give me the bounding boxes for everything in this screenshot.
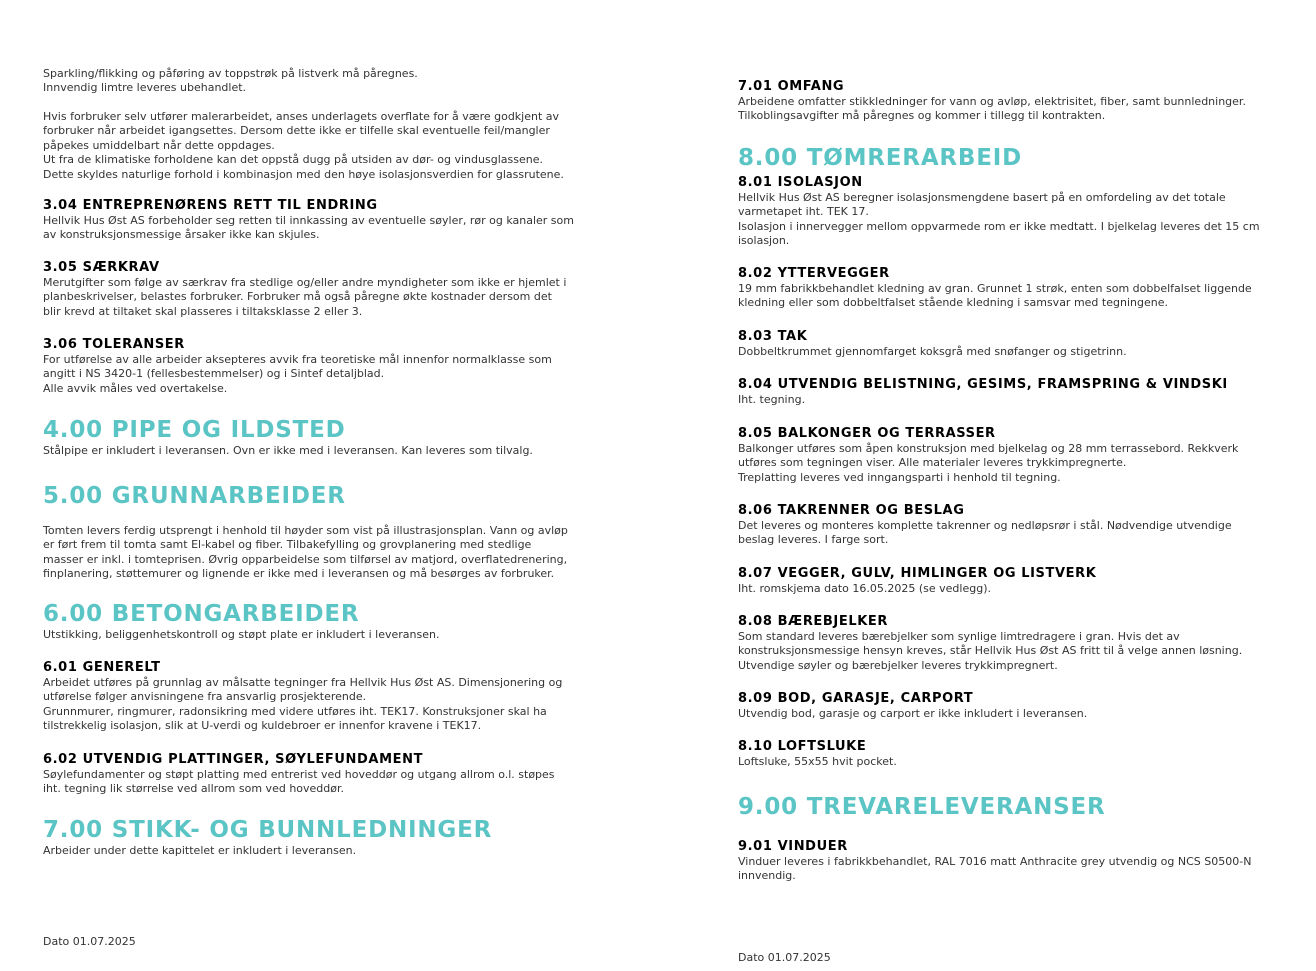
- text-line: Alle avvik måles ved overtakelse.: [43, 381, 228, 395]
- text-line: forbruker når arbeidet igangsettes. Dersom dette ikke er tilfelle skal eventuelle feil/mangler: [43, 124, 550, 138]
- text-line: Balkonger utføres som åpen konstruksjon med bjelkelag og 28 mm terrassebord. Rekkverk: [738, 442, 1239, 455]
- chapter-heading: 6.00 BETONGARBEIDER: [43, 601, 360, 627]
- section-7-01: [738, 79, 1283, 124]
- text-line: Søylefundamenter og støpt platting med entrerist ved hoveddør og utgang allrom o.l. støpes: [43, 768, 555, 781]
- text-line: Hellvik Hus Øst AS forbeholder seg retten til innkassing av eventuelle søyler, rør og kanaler som: [43, 214, 574, 227]
- section-text: [43, 214, 588, 243]
- section-6-02: [43, 752, 588, 797]
- section-heading: 8.03 TAK: [738, 329, 808, 344]
- text-line: blir krevd at tiltaket skal plasseres i tiltaksklasse 2 eller 3.: [43, 304, 363, 318]
- section-text: [43, 844, 588, 858]
- chapter-heading: 7.00 STIKK- OG BUNNLEDNINGER: [43, 817, 493, 843]
- text-line: Som standard leveres bærebjelker som synlige limtredragere i gran. Hvis det av: [738, 630, 1180, 643]
- text-line: Iht. romskjema dato 16.05.2025 (se vedlegg).: [738, 582, 991, 595]
- section-3-04: [43, 198, 588, 243]
- text-line: Loftsluke, 55x55 hvit pocket.: [738, 755, 897, 768]
- section-text: [738, 191, 1283, 249]
- chapter-heading: 9.00 TREVARELEVERANSER: [738, 794, 1106, 820]
- chapter-heading: 4.00 PIPE OG ILDSTED: [43, 417, 346, 443]
- section-9-00: [738, 793, 1283, 821]
- text-line: Stålpipe er inkludert i leveransen. Ovn er ikke med i leveransen. Kan leveres som tilvalg.: [43, 444, 533, 457]
- text-line: Arbeider under dette kapittelet er inkludert i leveransen.: [43, 844, 357, 857]
- section-8-02: [738, 266, 1283, 311]
- section-3-06: [43, 337, 588, 396]
- section-heading: 8.08 BÆREBJELKER: [738, 614, 888, 629]
- section-8-08: [738, 614, 1283, 673]
- section-8-04: [738, 377, 1283, 407]
- text-line: er ført frem til tomta samt El-kabel og fiber. Tilbakefylling og grovplanering med stedlige: [43, 538, 532, 552]
- text-line: 19 mm fabrikkbehandlet kledning av gran. Grunnet 1 strøk, enten som dobbelfalset liggende: [738, 282, 1252, 295]
- text-line: varmetapet iht. TEK 17.: [738, 205, 869, 219]
- section-text: [43, 276, 588, 319]
- painter-note-paragraph: [43, 110, 588, 182]
- page-date: Dato 01.07.2025: [43, 935, 136, 948]
- section-heading: 7.01 OMFANG: [738, 79, 845, 94]
- text-line: Dobbeltkrummet gjennomfarget koksgrå med snøfanger og stigetrinn.: [738, 345, 1127, 358]
- section-text: [738, 855, 1283, 884]
- section-text: [738, 345, 1283, 359]
- text-line: Treplatting leveres ved inngangsparti i henhold til tegning.: [738, 470, 1061, 484]
- text-line: Arbeidet utføres på grunnlag av målsatte tegninger fra Hellvik Hus Øst AS. Dimensjonering og: [43, 676, 563, 689]
- section-text: [738, 707, 1283, 721]
- section-heading: 8.06 TAKRENNER OG BESLAG: [738, 503, 965, 518]
- section-text: [43, 676, 588, 734]
- text-line: masser er inkl. i tomteprisen. Øvrig opparbeidelse som tilførsel av matjord, overflatedrenering,: [43, 552, 568, 566]
- section-4-00: [43, 416, 588, 458]
- section-text: [43, 444, 588, 458]
- section-heading: 8.01 ISOLASJON: [738, 175, 863, 190]
- text-line: innvendig.: [738, 869, 796, 883]
- section-heading: 6.01 GENERELT: [43, 660, 161, 675]
- text-line: Sparkling/flikking og påføring av toppstrøk på listverk må påregnes.: [43, 67, 418, 80]
- section-8-07: [738, 566, 1283, 596]
- text-line: Utvendig bod, garasje og carport er ikke inkludert i leveransen.: [738, 707, 1088, 720]
- section-text: [43, 524, 588, 582]
- section-8-03: [738, 329, 1283, 359]
- text-line: Dette skyldes naturlige forhold i kombinasjon med den høye isolasjonsverdien for glassrutene.: [43, 167, 564, 181]
- text-line: Utstikking, beliggenhetskontroll og støpt plate er inkludert i leveransen.: [43, 628, 440, 641]
- intro-text: [43, 67, 588, 96]
- section-8-00: [738, 144, 1283, 172]
- section-text: [43, 628, 588, 642]
- section-heading: 8.07 VEGGER, GULV, HIMLINGER OG LISTVERK: [738, 566, 1097, 581]
- text-line: For utførelse av alle arbeider aksepteres avvik fra teoretiske mål innenfor normalklasse som: [43, 353, 552, 366]
- section-heading: 8.05 BALKONGER OG TERRASSER: [738, 426, 996, 441]
- text-line: Tilkoblingsavgifter må påregnes og kommer i tillegg til kontrakten.: [738, 109, 1106, 123]
- text-line: Iht. tegning.: [738, 393, 806, 406]
- section-text: [43, 768, 588, 797]
- text-line: Det leveres og monteres komplette takrenner og nedløpsrør i stål. Nødvendige utvendige: [738, 519, 1232, 532]
- text-line: isolasjon.: [738, 234, 790, 248]
- section-text: [738, 519, 1283, 548]
- section-heading: 3.06 TOLERANSER: [43, 337, 185, 352]
- section-8-09: [738, 691, 1283, 721]
- section-heading: 9.01 VINDUER: [738, 839, 848, 854]
- text-line: Innvendig limtre leveres ubehandlet.: [43, 81, 247, 95]
- section-heading: 8.10 LOFTSLUKE: [738, 739, 867, 754]
- text-line: Isolasjon i innervegger mellom oppvarmede rom er ikke medtatt. I bjelkelag leveres det 15 cm: [738, 219, 1260, 233]
- section-text: [738, 755, 1283, 769]
- text-line: Hvis forbruker selv utfører malerarbeidet, anses underlagets overflate for å være godkjent av: [43, 110, 560, 123]
- text-line: Hellvik Hus Øst AS beregner isolasjonsmengdene basert på en omfordeling av det totale: [738, 191, 1226, 204]
- section-6-01: [43, 660, 588, 734]
- text-line: Tomten levers ferdig utsprengt i henhold til høyder som vist på illustrasjonsplan. Vann og avløp: [43, 524, 568, 537]
- text-line: planbeskrivelser, belastes forbruker. Forbruker må også påregne økte kostnader dersom det: [43, 290, 552, 304]
- section-7-00: [43, 816, 588, 858]
- text-line: iht. tegning lik størrelse ved allrom som ved hoveddør.: [43, 782, 345, 796]
- text-line: av konstruksjonsmessige årsaker ikke kan skjules.: [43, 228, 320, 242]
- section-text: [738, 442, 1283, 485]
- intro-paragraph: [43, 67, 588, 96]
- text-line: Vinduer leveres i fabrikkbehandlet, RAL 7016 matt Anthracite grey utvendig og NCS S0500-N: [738, 855, 1252, 868]
- text-line: tilstrekkelig isolasjon, slik at U-verdi og kuldebroer er innenfor kravene i TEK17.: [43, 719, 482, 733]
- section-heading: 3.04 ENTREPRENØRENS RETT TIL ENDRING: [43, 198, 378, 213]
- section-text: [738, 393, 1283, 407]
- section-9-01: [738, 839, 1283, 884]
- section-text: [738, 630, 1283, 673]
- page-date: Dato 01.07.2025: [738, 951, 831, 964]
- section-text: [738, 582, 1283, 596]
- section-text: [43, 353, 588, 396]
- chapter-heading: 8.00 TØMRERARBEID: [738, 145, 1023, 171]
- section-3-05: [43, 260, 588, 319]
- text-line: Ut fra de klimatiske forholdene kan det oppstå dugg på utsiden av dør- og vindusglassene.: [43, 153, 543, 167]
- section-8-05: [738, 426, 1283, 485]
- chapter-heading: 5.00 GRUNNARBEIDER: [43, 483, 346, 509]
- section-heading: 3.05 SÆRKRAV: [43, 260, 160, 275]
- text-line: konstruksjonsmessige hensyn kreves, står Hellvik Hus Øst AS fritt til å velge annen løsning.: [738, 644, 1243, 658]
- section-text: [738, 282, 1283, 311]
- text-line: Utvendige søyler og bærebjelker leveres trykkimpregnert.: [738, 658, 1058, 672]
- section-heading: 8.04 UTVENDIG BELISTNING, GESIMS, FRAMSPRING & VINDSKI: [738, 377, 1228, 392]
- section-8-01: [738, 175, 1283, 249]
- section-6-00: [43, 600, 588, 642]
- text-line: utføres som tegningen viser. Alle materialer leveres trykkimpregnerte.: [738, 456, 1127, 470]
- text-line: angitt i NS 3420-1 (fellesbestemmelser) og i Sintef detaljblad.: [43, 367, 385, 381]
- section-heading: 6.02 UTVENDIG PLATTINGER, SØYLEFUNDAMENT: [43, 752, 424, 767]
- section-5-00: [43, 482, 588, 582]
- text-line: påpekes umiddelbart når dette oppdages.: [43, 138, 275, 152]
- section-heading: 8.09 BOD, GARASJE, CARPORT: [738, 691, 974, 706]
- text-line: finplanering, støttemurer og lignende er ikke med i leveransen og må besørges av forbruker.: [43, 567, 555, 581]
- section-8-10: [738, 739, 1283, 769]
- text-line: Grunnmurer, ringmurer, radonsikring med videre utføres iht. TEK17. Konstruksjoner skal ha: [43, 704, 547, 718]
- text-line: beslag leveres. I farge sort.: [738, 533, 889, 547]
- section-text: [738, 95, 1283, 124]
- text-line: utførelse følger anvisningene fra ansvarlig prosjekterende.: [43, 690, 367, 704]
- text-line: Arbeidene omfatter stikkledninger for vann og avløp, elektrisitet, fiber, samt bunnledninger.: [738, 95, 1246, 108]
- section-heading: 8.02 YTTERVEGGER: [738, 266, 890, 281]
- text-line: Merutgifter som følge av særkrav fra stedlige og/eller andre myndigheter som ikke er hjemlet i: [43, 276, 567, 289]
- text-line: kledning eller som dobbeltfalset stående kledning i samsvar med tegningene.: [738, 296, 1168, 310]
- painter-note-text: [43, 110, 588, 182]
- section-8-06: [738, 503, 1283, 548]
